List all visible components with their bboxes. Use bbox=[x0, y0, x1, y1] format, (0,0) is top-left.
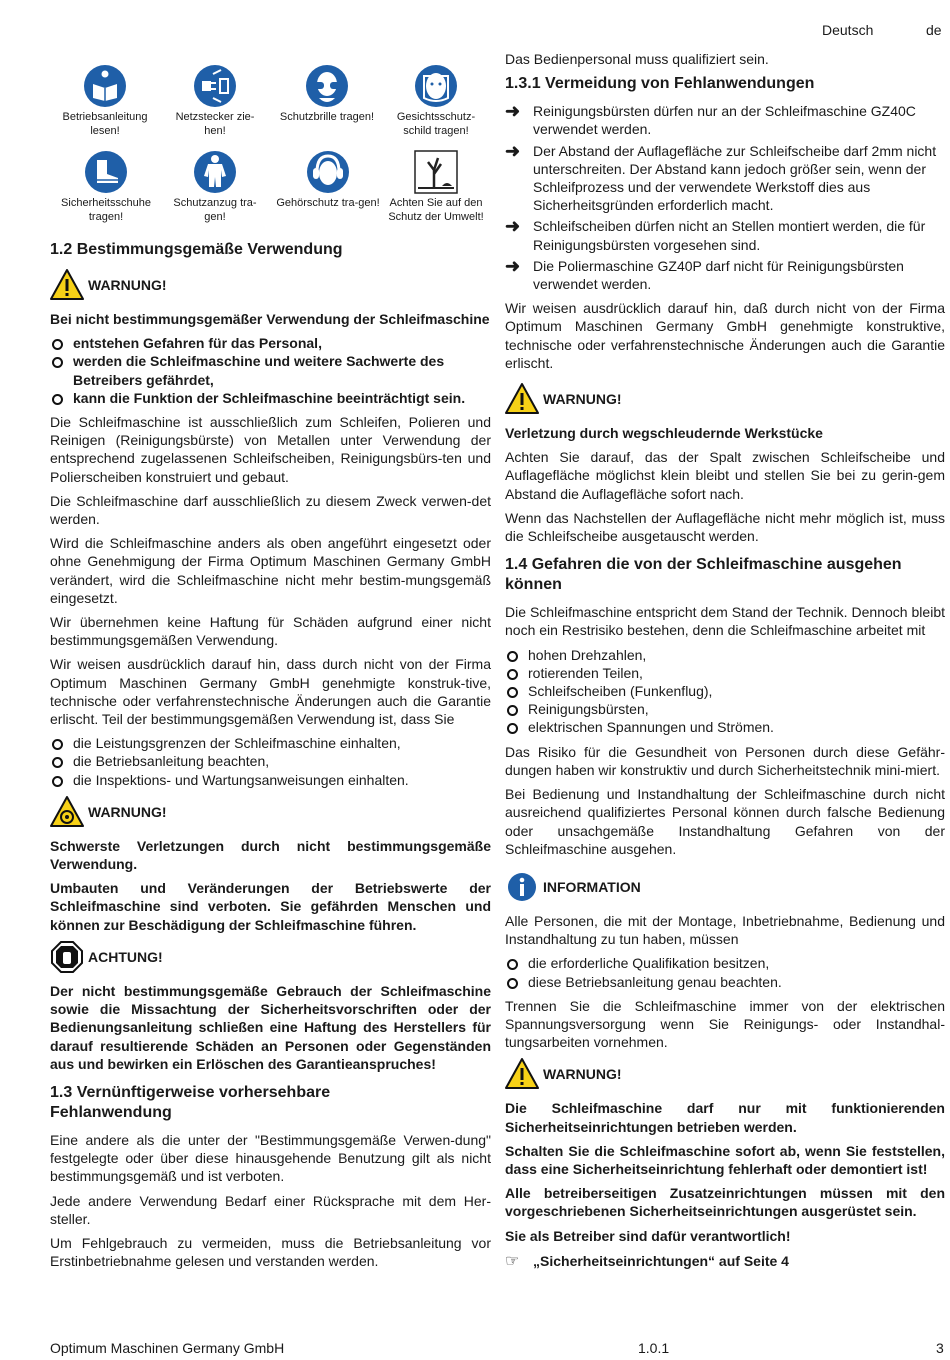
sign-label: Sicherheitsschuhe tragen! bbox=[61, 197, 151, 223]
paragraph: Wenn das Nachstellen der Auflagefläche nicht mehr möglich ist, muss die Schleifscheibe ausgetauscht werden. bbox=[505, 509, 945, 545]
sign-ear-protection bbox=[276, 150, 380, 211]
section-heading-1-3: 1.3 Vernünftigerweise vorhersehbare bbox=[50, 1083, 331, 1101]
paragraph: Das Risiko für die Gesundheit von Personen durch diese Gefähr-dungen haben wir konstruktiv und durch Sicherheitstechnik mini-miert. bbox=[505, 743, 945, 778]
arrow-icon: ➜ bbox=[505, 216, 521, 237]
list-item: die Inspektions- und Wartungsanweisungen einhalten. bbox=[50, 771, 491, 789]
paragraph: Eine andere als die unter der "Bestimmungsgemäße Verwen-dung" festgelegte oder über diese hinausgehende Benutzung gilt als nicht bestimmungsgemäß und ist verboten. bbox=[50, 1131, 491, 1185]
footer-company: Optimum Maschinen Germany GmbH bbox=[50, 1340, 285, 1356]
warning-text: Die Schleifmaschine darf nur mit funktionierenden Sicherheitseinrichtungen betrieben werden. bbox=[505, 1100, 945, 1135]
section-heading-1-3-line2: Fehlanwendung bbox=[50, 1103, 172, 1121]
warning-triangle-icon bbox=[50, 268, 84, 302]
warning-text: Alle betreiberseitigen Zusatzeinrichtungen müssen mit den vorgeschriebenen Sicherheitseinrichtungen ausgerüstet sein. bbox=[505, 1185, 945, 1220]
section-heading-1-4: 1.4 Gefahren die von der Schleifmaschine ausgehen können bbox=[505, 556, 902, 594]
warning-triangle-icon bbox=[505, 382, 539, 416]
goggles-icon bbox=[305, 64, 349, 108]
cross-reference-link[interactable] bbox=[505, 1251, 945, 1271]
warning-text: Sie als Betreiber sind dafür verantwortlich! bbox=[505, 1227, 791, 1244]
information-notice bbox=[505, 870, 945, 904]
list-item: rotierenden Teilen, bbox=[505, 664, 945, 682]
caution-octagon-icon bbox=[50, 940, 84, 974]
info-icon bbox=[505, 870, 539, 904]
warning-label: WARNUNG! bbox=[543, 1066, 622, 1083]
warning-notice bbox=[505, 1057, 945, 1091]
sign-goggles bbox=[272, 64, 382, 125]
sign-label: Betriebsanleitung lesen! bbox=[62, 111, 148, 137]
list-item: kann die Funktion der Schleifmaschine beeinträchtigt sein. bbox=[50, 389, 491, 407]
list-item: Schleifscheiben (Funkenflug), bbox=[505, 682, 945, 700]
warning-text: Schwerste Verletzungen durch nicht bestimmungsgemäße Verwendung. bbox=[50, 837, 491, 873]
sign-label: Gesichtsschutz-schild tragen! bbox=[396, 111, 476, 137]
sign-label: Gehörschutz tra-gen! bbox=[276, 197, 380, 209]
mandatory-signs-grid bbox=[50, 44, 491, 244]
sign-protective-suit bbox=[165, 150, 265, 224]
bullet-list bbox=[505, 954, 945, 990]
caution-label: ACHTUNG! bbox=[88, 948, 163, 965]
list-item: werden die Schleifmaschine und weitere Sachwerte des Betreibers gefährdet, bbox=[50, 352, 491, 388]
left-column bbox=[50, 44, 491, 1276]
face-shield-icon bbox=[414, 64, 458, 108]
section-heading-1-3-1: 1.3.1 Vermeidung von Fehlanwendungen bbox=[505, 75, 815, 93]
cross-reference-text[interactable]: „Sicherheitseinrichtungen“ auf Seite 4 bbox=[533, 1252, 789, 1269]
safety-shoes-icon bbox=[84, 150, 128, 194]
paragraph: Wir übernehmen keine Haftung für Schäden aufgrund einer nicht bestimmungsgemäßen Verwendung. bbox=[50, 614, 491, 649]
footer-version: 1.0.1 bbox=[638, 1340, 670, 1356]
arrow-item: ➜ Reinigungsbürsten dürfen nur an der Schleifmaschine GZ40C verwendet werden. bbox=[505, 101, 916, 138]
arrow-item: ➜ Der Abstand der Auflagefläche zur Schleifscheibe darf 2mm nicht unterschreiten. Der Abstand kann jedoch größer sein, wenn der Schleifprozess und der verwendete Werkstoff dies aus Sicherheitsgründen erforderlich macht. bbox=[505, 140, 937, 214]
arrow-icon: ➜ bbox=[505, 140, 521, 161]
list-item: Reinigungsbürsten, bbox=[505, 700, 945, 718]
header-language: Deutsch bbox=[822, 22, 874, 38]
paragraph: Alle Personen, die mit der Montage, Inbetriebnahme, Bedienung und Instandhaltung zu tun haben, müssen bbox=[505, 912, 945, 948]
warning-notice bbox=[505, 382, 945, 416]
warning-text: Bei nicht bestimmungsgemäßer Verwendung der Schleifmaschine bbox=[50, 311, 490, 327]
sign-label: Achten Sie auf den Schutz der Umwelt! bbox=[388, 197, 484, 223]
ear-protection-icon bbox=[306, 150, 350, 194]
sign-label: Schutzanzug tra-gen! bbox=[173, 197, 257, 223]
list-item: hohen Drehzahlen, bbox=[505, 646, 945, 664]
warning-text: Umbauten und Veränderungen der Betriebswerte der Schleifmaschine sind verboten. Sie gefährden Menschen und können zur Beschädigung der Schleifmaschine führen. bbox=[50, 880, 491, 933]
sign-unplug bbox=[165, 64, 265, 138]
environment-icon bbox=[414, 150, 458, 194]
paragraph: Die Schleifmaschine entspricht dem Stand der Technik. Dennoch bleibt noch ein Restrisiko bestehen, denn die Schleifmaschine arbeitet mit bbox=[505, 604, 945, 639]
paragraph: Achten Sie darauf, das der Spalt zwischen Schleifscheibe und Auflagefläche möglichst klein bleibt und stellen Sie bei zu gerin-gem Abstand die Auflagefläche sofort nach. bbox=[505, 449, 945, 502]
pointing-hand-icon: ☞ bbox=[505, 1252, 520, 1270]
warning-label: WARNUNG! bbox=[88, 803, 167, 820]
list-item: die Leistungsgrenzen der Schleifmaschine einhalten, bbox=[50, 734, 491, 752]
caution-notice bbox=[50, 940, 491, 974]
arrow-list bbox=[505, 102, 945, 293]
arrow-icon: ➜ bbox=[505, 255, 521, 276]
section-heading-1-2: 1.2 Bestimmungsgemäße Verwendung bbox=[50, 241, 343, 258]
list-item: die Betriebsanleitung beachten, bbox=[50, 752, 491, 770]
warning-title: Verletzung durch wegschleudernde Werkstücke bbox=[505, 425, 823, 442]
paragraph: Um Fehlgebrauch zu vermeiden, muss die Betriebsanleitung vor Erstinbetriebnahme gelesen und verstanden werden. bbox=[50, 1234, 491, 1270]
paragraph: Die Schleifmaschine darf ausschließlich zu diesem Zweck verwen-det werden. bbox=[50, 492, 491, 528]
right-column bbox=[505, 50, 945, 1271]
sign-read-manual bbox=[50, 64, 160, 138]
sign-face-shield bbox=[384, 64, 488, 138]
paragraph: Wir weisen ausdrücklich darauf hin, daß durch nicht von der Firma Optimum Maschinen Germany GmbH genehmigte konstruktive, technische oder verfahrenstechnische Änderungen auch die Garantie erlischt. bbox=[505, 300, 945, 371]
paragraph: Bei Bedienung und Instandhaltung der Schleifmaschine durch nicht ausreichend qualifiziertes Personal können durch falsche Bedienung oder unsachgemäße Instandhaltung Gefahren von der Schleifmaschine ausgehen. bbox=[505, 786, 945, 857]
sign-label: Schutzbrille tragen! bbox=[279, 111, 375, 123]
bullet-list bbox=[505, 646, 945, 737]
warning-triangle-icon bbox=[505, 1057, 539, 1091]
warning-label: WARNUNG! bbox=[543, 391, 622, 408]
warning-text: Schalten Sie die Schleifmaschine sofort ab, wenn Sie feststellen, dass eine Sicherheitseinrichtung fehlerhaft oder demontiert ist! bbox=[505, 1142, 945, 1177]
paragraph: Das Bedienpersonal muss qualifiziert sein. bbox=[505, 51, 769, 67]
manual-icon bbox=[83, 64, 127, 108]
paragraph: Trennen Sie die Schleifmaschine immer von der elektrischen Spannungsversorgung wenn Sie Reinigungs- oder Instandhal-tungsarbeiten vornehmen. bbox=[505, 997, 945, 1051]
paragraph: Jede andere Verwendung Bedarf einer Rücksprache mit dem Her-steller. bbox=[50, 1192, 491, 1227]
unplug-icon bbox=[193, 64, 237, 108]
sign-environment bbox=[384, 150, 488, 224]
bullet-list bbox=[50, 734, 491, 789]
header-lang-code: de bbox=[926, 22, 942, 38]
warning-list bbox=[50, 334, 491, 407]
list-item: diese Betriebsanleitung genau beachten. bbox=[505, 973, 945, 991]
warning-label: WARNUNG! bbox=[88, 277, 167, 293]
arrow-item: ➜ Schleifscheiben dürfen nicht an Stellen montiert werden, die für Reinigungsbürsten vorgesehen sind. bbox=[505, 216, 926, 253]
caution-text: Der nicht bestimmungsgemäße Gebrauch der Schleifmaschine sowie die Missachtung der Sicherheitsvorschriften oder der Bedienungsanleitung schließen eine Haftung des Herstellers für darauf resultierende Schäden an Personen oder Gegenständen aus und bewirken ein Erlöschen des Garantieanspruches! bbox=[50, 982, 491, 1072]
footer-page-number: 3 bbox=[936, 1340, 944, 1356]
arrow-icon: ➜ bbox=[505, 101, 521, 122]
list-item: entstehen Gefahren für das Personal, bbox=[50, 334, 491, 352]
arrow-item: ➜ Die Poliermaschine GZ40P darf nicht für Reinigungsbürsten verwendet werden. bbox=[505, 255, 904, 293]
rotating-parts-warning-icon bbox=[50, 795, 84, 829]
warning-notice bbox=[50, 268, 491, 302]
sign-label: Netzstecker zie-hen! bbox=[175, 111, 255, 137]
information-label: INFORMATION bbox=[543, 878, 641, 895]
warning-notice bbox=[50, 795, 491, 829]
list-item: die erforderliche Qualifikation besitzen, bbox=[505, 954, 945, 972]
paragraph: Wir weisen ausdrücklich darauf hin, dass durch nicht von der Firma Optimum Maschinen Germany GmbH genehmigte konstruk-tive, technische oder verfahrenstechnische Änderungen auch die Garantie erlischt. Teil der bestimmungsgemäßen Verwendung ist, dass Sie bbox=[50, 656, 491, 728]
list-item: elektrischen Spannungen und Strömen. bbox=[505, 718, 945, 736]
protective-suit-icon bbox=[193, 150, 237, 194]
paragraph: Die Schleifmaschine ist ausschließlich zum Schleifen, Polieren und Reinigen (Reinigungsbürste) von Metallen unter Verwendung der entsprechend zugelassenen Schleifscheiben, Reinigungsbürs-ten und Polierscheiben konstruiert und gebaut. bbox=[50, 414, 491, 485]
paragraph: Wird die Schleifmaschine anders als oben angeführt eingesetzt oder ohne Genehmigung der Firma Optimum Maschinen Germany GmbH verändert, wird die Schleifmaschine nicht mehr bestim-mungsgemäß eingesetzt. bbox=[50, 535, 491, 606]
sign-safety-shoes bbox=[50, 150, 162, 224]
